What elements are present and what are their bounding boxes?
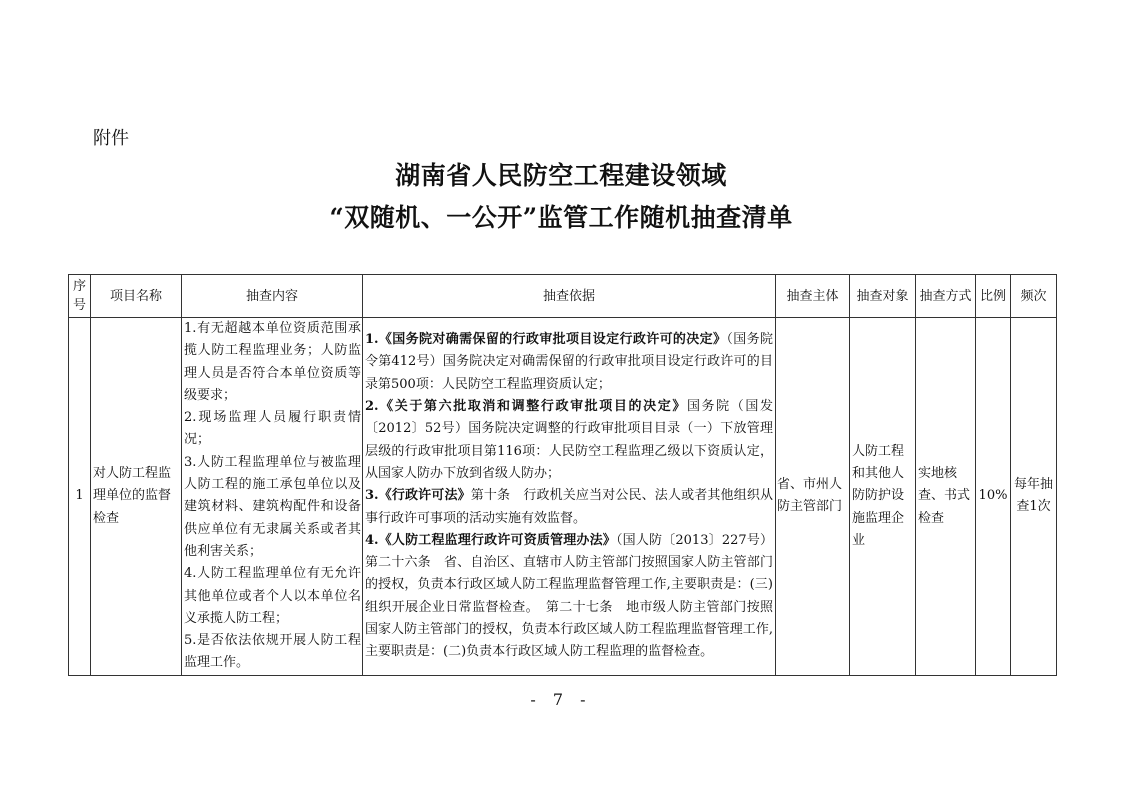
basis-item	[365, 396, 773, 485]
cell-content	[182, 318, 363, 676]
basis-text: （国人防〔2013〕227号）第二十六条 省、自治区、直辖市人防主管部门按照国家人防主管部门的授权，负责本行政区域人防工程监理监督管理工作,主要职责是：(三)组织开展企业日常监督检查。 第二十七条 地市级人防主管部门按照国家人防主管部门的授权，负责本行政区域人防工程监理监督管理工作,主要职责是：(二)负责本行政区域人防工程监理的监督检查。	[365, 532, 773, 660]
inspection-table	[68, 274, 1057, 676]
header-no: 序号	[69, 275, 91, 318]
basis-item	[365, 530, 773, 664]
page-number: - 7 -	[530, 690, 592, 709]
content-item: 1.有无超越本单位资质范围承揽人防工程监理业务；人防监理人员是否符合本单位资质等级要求；	[184, 321, 361, 403]
basis-item	[365, 485, 773, 530]
cell-method: 实地核查、书式检查	[916, 318, 976, 676]
document-title-line1: 湖南省人民防空工程建设领域	[395, 161, 727, 190]
basis-item	[365, 329, 773, 396]
table-header-row	[69, 275, 1057, 318]
cell-frequency: 每年抽查1次	[1011, 318, 1057, 676]
basis-title: 1.《国务院对确需保留的行政审批项目设定行政许可的决定》	[365, 332, 727, 348]
cell-name: 对人防工程监理单位的监督检查	[91, 318, 182, 676]
header-subject: 抽查主体	[776, 275, 850, 318]
content-item: 4.人防工程监理单位有无允许其他单位或者个人以本单位名义承揽人防工程；	[184, 566, 361, 626]
header-content: 抽查内容	[182, 275, 363, 318]
basis-title: 3.《行政许可法》	[365, 488, 471, 504]
header-ratio: 比例	[976, 275, 1011, 318]
table-row	[69, 318, 1057, 676]
header-target: 抽查对象	[850, 275, 916, 318]
cell-basis	[363, 318, 776, 676]
header-basis: 抽查依据	[363, 275, 776, 318]
cell-target: 人防工程和其他人防防护设施监理企业	[850, 318, 916, 676]
header-name: 项目名称	[91, 275, 182, 318]
document-title-line2: “双随机、一公开”监管工作随机抽查清单	[329, 203, 793, 232]
cell-no: 1	[69, 318, 91, 676]
basis-text: 国务院（国发〔2012〕52号）国务院决定调整的行政审批项目目录（一）下放管理层级的行政审批项目第116项：人民防空工程监理乙级以下资质认定，从国家人防办下放到省级人防办；	[365, 399, 773, 481]
basis-title: 2.《关于第六批取消和调整行政审批项目的决定》	[365, 399, 687, 415]
annex-label: 附件	[93, 128, 129, 149]
content-item: 5.是否依法依规开展人防工程监理工作。	[184, 633, 361, 671]
content-item: 3.人防工程监理单位与被监理人防工程的施工承包单位以及建筑材料、建筑构配件和设备供应单位有无隶属关系或者其他利害关系；	[184, 454, 361, 559]
content-item: 2.现场监理人员履行职责情况；	[184, 410, 361, 448]
basis-title: 4.《人防工程监理行政许可资质管理办法》	[365, 532, 616, 548]
basis-text: 第十条 行政机关应当对公民、法人或者其他组织从事行政许可事项的活动实施有效监督。	[365, 488, 773, 526]
cell-ratio: 10%	[976, 318, 1011, 676]
cell-subject: 省、市州人防主管部门	[776, 318, 850, 676]
header-frequency: 频次	[1011, 275, 1057, 318]
header-method: 抽查方式	[916, 275, 976, 318]
basis-text: （国务院令第412号）国务院决定对确需保留的行政审批项目设定行政许可的目录第500项：人民防空工程监理资质认定；	[365, 332, 773, 392]
